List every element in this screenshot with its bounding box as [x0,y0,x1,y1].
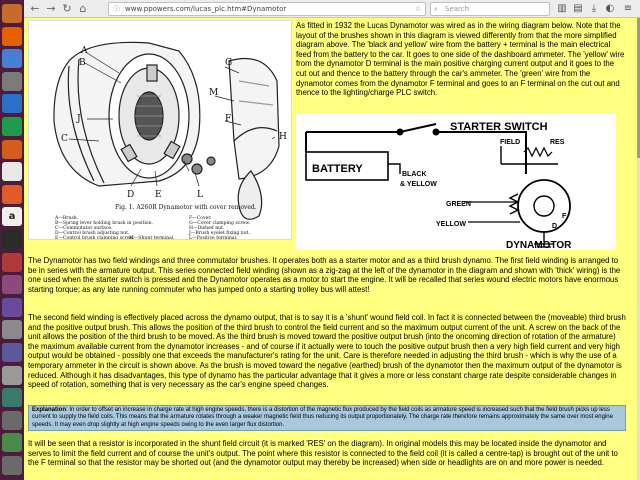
files-icon[interactable] [2,4,22,23]
trash-icon[interactable] [2,456,22,475]
search-icon: ⌕ [434,5,438,13]
back-icon[interactable]: ← [30,2,40,15]
fig-label-c: C [61,134,68,144]
explanation-label: Explanation [32,407,67,413]
info-icon[interactable]: ⓘ [113,5,120,13]
fig-label-h: H [279,132,287,142]
fig-label-e: E [155,190,162,200]
web-page [24,18,640,480]
home-icon[interactable]: ⌂ [79,2,87,15]
store-icon[interactable] [2,433,22,452]
fig-label-a: A [81,46,88,56]
legend-e: E—Control brush clamping screw. [55,236,135,240]
amazon-icon[interactable]: a [2,207,22,226]
label-black: BLACK [402,171,427,178]
network-icon[interactable] [2,388,22,407]
reload-icon[interactable]: ↻ [62,2,72,15]
fig-label-g: G [225,58,233,68]
fig-label-l: L [197,190,203,200]
forward-icon[interactable]: → [46,2,56,15]
terminal-icon[interactable] [2,230,22,249]
fig-label-b: B [79,58,86,68]
legend-m: M—Shunt terminal. [129,236,175,240]
search-box[interactable] [430,2,550,16]
legend-g: G—Cover clamping screw. [189,221,251,226]
wiring-diagram [296,114,616,250]
paragraph-resistor: It will be seen that a resistor is incorporated in the shunt field circuit (it is marked 'RES' on the diagram). In original models this may be located inside the dynamotor and serves to limit the field current and of course the unit's output. The point where this resistor is connected to the field coil (it is called a centre-tap) is brought out of the unit to the F terminal so that the resistor may be shorted out (and the dynamotor output may thereby be increased) when side or headlights are on and more power is needed. [28,439,618,468]
firefox-icon[interactable] [2,27,22,46]
label-terminal-d: D [552,223,558,230]
legend-a: A—Brush. [55,216,79,221]
label-res: RES [550,139,565,146]
settings-icon[interactable] [2,72,22,91]
legend-j: J—Brush eyelet fixing nut. [189,231,250,236]
legend-c: C—Commutator surface. [55,226,113,231]
label-green: GREEN [446,201,471,208]
chromium-icon[interactable] [2,49,22,68]
chat-icon[interactable] [2,298,22,317]
legend-b: B—Spring lever holding brush in position. [55,221,153,226]
sidebar-icon[interactable]: ▤ [573,3,583,14]
library-icon[interactable]: ▥ [557,3,567,14]
fig-label-d: D [127,190,135,200]
fig-caption: Fig. 1. A260R Dynamotor with cover removed. [115,204,257,211]
fig-label-m: M [209,88,219,98]
legend-f: F—Cover. [189,216,212,221]
explanation-box [28,405,626,431]
intro-paragraph: As fitted in 1932 the Lucas Dynamotor was wired as in the wiring diagram below. Note that the layout of the brushes shown in this diagram is viewed differently from that the more simplified diagram above. The 'black and yellow' wire from the battery + terminal is the main electrical feed from the battery to the car. It goes to one side of the dashboard ammeter. The 'yellow' wire from the dynamotor D terminal is the main positive charging current output and it goes to the cut out and thence to the battery through the car's ammeter. The 'green' wire from the dynamotor comes from the dynamotor F terminal and goes to an F terminal on the cut out and thence to the lighting/charge PLC switch. [296,21,625,98]
label-and-yellow: & YELLOW [400,181,437,188]
label-yellow: YELLOW [436,221,466,228]
tools-icon[interactable] [2,253,22,272]
calculator-icon[interactable] [2,411,22,430]
label-starter-switch: STARTER SWITCH [450,121,548,133]
browser-toolbar [24,0,640,18]
search-placeholder: Search [445,5,470,13]
download-icon[interactable]: ⤓ [591,3,597,14]
explanation-text: : In order to offset an increase in charge rate at high engine speeds, there is a distortion of the magnetic flux produced by the field coils as armature speed is increased such that the field brush picks up less current to supply the field coils. This means that the armature rotates through a weaker magnetic field thus reducing its output proportionately. The charge rate therefore remains approximately the same over most engine speeds. It may even drop slightly at high engine speeds owing to the even larger flux distortion. [32,407,613,428]
dynamotor-figure [28,20,292,240]
extension-icon[interactable]: ◐ [605,3,615,14]
writer-icon[interactable] [2,94,22,113]
url-bar[interactable] [108,2,426,16]
label-field: FIELD [500,139,521,146]
bookmark-star-icon[interactable]: ☆ [414,5,421,13]
paragraph-shunt-field: The second field winding is effectively placed across the dynamo output, that is to say it is a 'shunt' wound field coil. In fact it is connected between the (moveable) third brush and the positive output brush. This allows the position of the third brush to control the field current and so the maximum output current of the unit. A screw on the back of the unit allows the position of the third brush to be moved. As the third brush is moved toward the positive output brush (into the oncoming direction of rotation of the armature) the maximum available current from the dynamotor increases - and of course if it actually were to touch the positive output brush then a very high field current and very high output would be obtained - possibly one that exceeds the manufacturer's rating for the unit. Care is therefore needed in adjusting the third brush - which is why the use of a temporary ammeter in the circuit is shown above. As the brush is moved toward the negative (earthed) brush of the dynamotor then the maximum output of the dynamotor is reduced. Although it has disadvantages, this type of dynamo has the particular advantage that it gives a more or less constant charge rate despite considerable changes in speed of rotation, something that is very necessary as the car's engine speed changes. [28,313,626,390]
disk-icon[interactable] [2,275,22,294]
label-terminal-f: F [562,213,567,220]
legend-d: D—Control brush adjusting nut. [55,231,130,236]
launcher [0,0,24,480]
menu-icon[interactable]: ≡ [623,3,633,14]
impress-icon[interactable] [2,140,22,159]
fig-label-j: J [77,114,81,124]
label-battery: BATTERY [312,163,363,175]
document-icon[interactable] [2,162,22,181]
paragraph-field-windings: The Dynamotor has two field windings and three commutator brushes. It operates both as a starter motor and as a third brush dynamo. The first field winding is arranged to be in series with the armature output. This series connected field winding (shown as a zig-zag at the left of the dynamotor in the diagram and shown with 'thick' wiring) is the one used when the starter switch is pressed and the Dynamotor operates as a motor to start the engine. It will be recalled that series wound electric motors have enormous starting torque; as any late running commuter who has jumped onto a starting trolley bus will attest! [28,256,621,294]
label-dynamotor: DYNAMOTOR [506,240,572,250]
fig-label-f: F [225,114,232,124]
camera-icon[interactable] [2,366,22,385]
software-center-icon[interactable] [2,185,22,204]
url-text: www.ppowers.com/lucas_plc.htm#Dynamotor [125,5,287,13]
system-monitor-icon[interactable] [2,343,22,362]
legend-l: L—Positive terminal. [189,236,238,240]
drive-icon[interactable] [2,320,22,339]
legend-h: H—Dished nut. [189,226,225,231]
calc-icon[interactable] [2,117,22,136]
